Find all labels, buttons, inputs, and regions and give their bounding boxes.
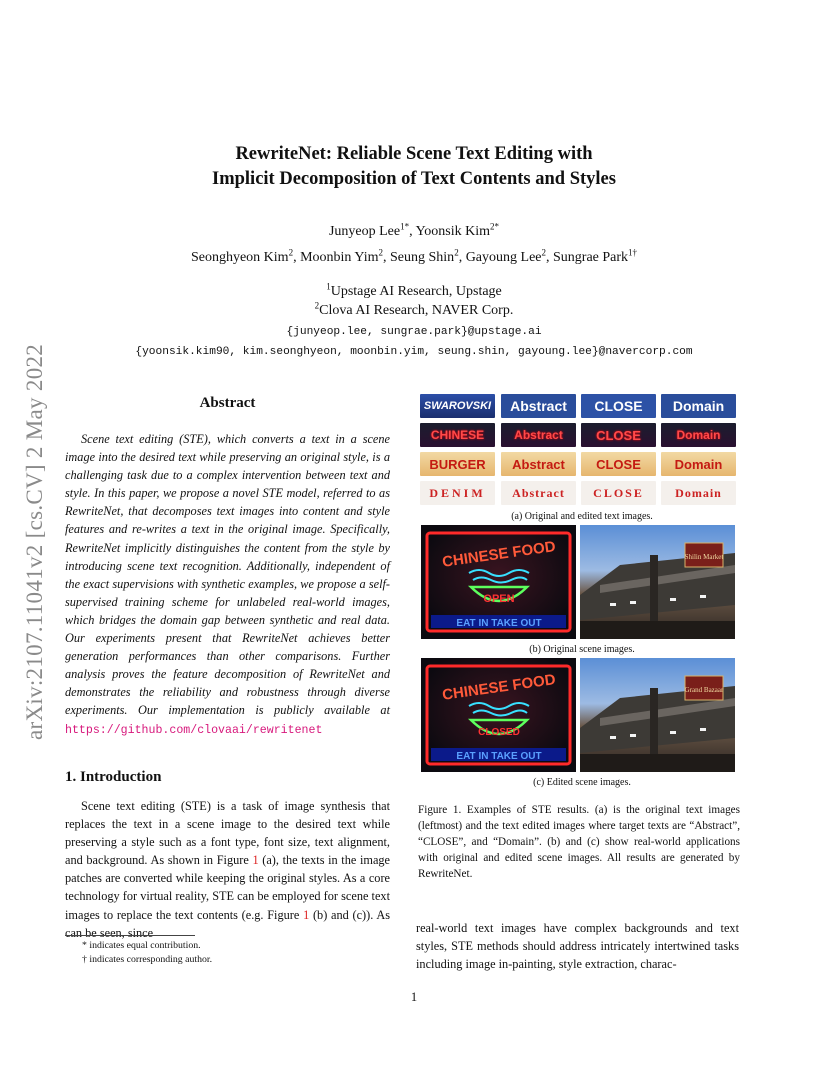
tile-edited: Abstract	[501, 481, 576, 505]
figure-1a-grid	[420, 394, 736, 508]
tile-edited: CLOSE	[581, 481, 656, 505]
affil-sup: 1	[326, 281, 331, 292]
paper-title	[0, 142, 828, 192]
tile-edited: CLOSE	[581, 423, 656, 447]
tile-original: BURGER	[420, 452, 495, 476]
figure-ref-link[interactable]: 1	[303, 907, 310, 922]
market-image	[580, 525, 735, 639]
author-name: Gayoung Lee	[465, 250, 542, 265]
neon-bottom-text: EAT IN TAKE OUT	[456, 618, 542, 629]
email-line-2: {yoonsik.kim90, kim.seonghyeon, moonbin.yim, seung.shin, gayoung.lee}@navercorp.com	[135, 346, 693, 358]
affiliation-2	[0, 301, 828, 321]
neon-title-text: CHINESE FOOD	[441, 538, 557, 571]
abstract-heading: Abstract	[199, 395, 256, 411]
page-number: 1	[410, 990, 418, 1004]
tile-edited: CLOSE	[581, 452, 656, 476]
footnote-1: * indicates equal contribution.	[82, 940, 201, 951]
author-affil-sup: 2*	[490, 221, 500, 232]
intro-text: Scene text editing (STE) is a task of image synthesis that replaces the text in a scene image to the desired text while preserving a style such as a font type, font size, text alignment, and background. As shown in Figure	[65, 799, 390, 868]
affil-text: Clova AI Research, NAVER Corp.	[319, 303, 514, 318]
scene-market-edited	[580, 658, 735, 772]
affiliation-1	[0, 282, 828, 302]
tile-original: SWAROVSKI	[420, 394, 495, 418]
neon-open-text: OPEN	[483, 593, 515, 605]
author-name: Yoonsik Kim	[415, 224, 491, 239]
author-name: Junyeop Lee	[328, 224, 401, 239]
intro-text: (b) and (c)). As can be seen, since	[65, 907, 391, 940]
intro-text: (a), the texts in the image patches are converted while keeping the original styles. As a core technology for virtual reality, STE can be employed for scene text images to replace the text contents (e.g. Figure	[65, 853, 391, 922]
author-affil-sup: 2	[288, 247, 294, 258]
author-name: Seonghyeon Kim	[190, 250, 289, 265]
authors-line-1: Junyeop Lee$^{1*}$, Yoonsik Kim$^{2*}$	[328, 221, 500, 239]
tile-edited: Domain	[661, 452, 736, 476]
neon-bottom-text: EAT IN TAKE OUT	[456, 751, 542, 762]
author-name: Sungrae Park	[553, 250, 629, 265]
neon-closed-text: CLOSED	[478, 727, 520, 738]
title-line-2: Implicit Decomposition of Text Contents and Styles	[212, 169, 616, 189]
authors-line-2: Seonghyeon Kim$^2$, Moonbin Yim$^2$, Seung Shin$^2$, Gayoung Lee$^2$, Sungrae Park$^{1\dagger}$	[190, 247, 638, 265]
figure-ref-link[interactable]: 1	[252, 853, 259, 868]
tile-edited: CLOSE	[581, 394, 656, 418]
market-image	[580, 658, 735, 772]
figure-1-caption: Figure 1. Examples of STE results. (a) is the original text images (leftmost) and the text edited images where target texts are “Abstract”, “CLOSE”, and “Domain”. (b) and (c) show real-world applications with original and edited scene images. All results are generated by RewriteNet.	[418, 804, 740, 880]
tile-edited: Domain	[661, 481, 736, 505]
tile-edited: Abstract	[501, 452, 576, 476]
market-sign-text: Shilin Market	[684, 553, 724, 561]
scene-neon-original	[421, 525, 576, 639]
neon-sign-image	[421, 525, 576, 639]
tile-edited: Abstract	[501, 423, 576, 447]
market-sign-text: Grand Bazaar	[684, 686, 724, 694]
neon-sign-image	[421, 658, 576, 772]
scene-neon-edited	[421, 658, 576, 772]
github-link[interactable]: https://github.com/clovaai/rewritenet	[65, 723, 323, 737]
author-name: Moonbin Yim	[300, 250, 379, 265]
right-column-text: real-world text images have complex backgrounds and text styles, STE methods should address intricately intertwined tasks including image in-painting, style extraction, charac-	[416, 921, 739, 972]
caption-b: (b) Original scene images.	[529, 644, 635, 655]
author-affil-sup: 1*	[400, 221, 410, 232]
intro-paragraph	[65, 797, 390, 942]
neon-title-text: CHINESE FOOD	[441, 671, 557, 704]
footnote-rule	[65, 935, 195, 936]
abstract-body	[65, 430, 390, 740]
affil-text: Upstage AI Research, Upstage	[330, 284, 502, 299]
email-line-1: {junyeop.lee, sungrae.park}@upstage.ai	[286, 326, 542, 338]
caption-c: (c) Edited scene images.	[533, 777, 631, 788]
tile-edited: Abstract	[501, 394, 576, 418]
author-affil-sup: 2	[454, 247, 459, 258]
tile-original: CHINESE	[420, 423, 495, 447]
author-affil-sup: 2	[378, 247, 383, 258]
title-line-1: RewriteNet: Reliable Scene Text Editing with	[235, 144, 593, 164]
caption-a: (a) Original and edited text images.	[511, 511, 653, 522]
arxiv-sidebar-id: arXiv:2107.11041v2 [cs.CV] 2 May 2022	[22, 343, 47, 740]
footnote-2: † indicates corresponding author.	[82, 954, 213, 965]
tile-original: DENIM	[420, 481, 495, 505]
author-name: Seung Shin	[390, 250, 455, 265]
affil-sup: 2	[314, 300, 320, 311]
tile-edited: Domain	[661, 394, 736, 418]
tile-edited: Domain	[661, 423, 736, 447]
scene-market-original	[580, 525, 735, 639]
intro-heading: 1. Introduction	[65, 769, 162, 785]
author-affil-sup: 1†	[628, 247, 638, 258]
abstract-text: Scene text editing (STE), which converts a text in a scene image into the desired text while preserving an original style, is a challenging task due to a complex intervention between text and style. In this paper, we propose a novel STE model, referred to as RewriteNet, that decomposes text images into content and style features and re-writes a text in the original image. Specifically, RewriteNet implicitly distinguishes the content from the style by introducing scene text recognition. Additionally, independent of the exact supervisions with synthetic examples, we propose a self-supervised training scheme for unlabeled real-world images, which bridges the domain gap between synthetic and real data. Our experiments present that RewriteNet achieves better generation performances than other comparisons. Further analysis proves the feature decomposition of RewriteNet and demonstrates the reliability and robustness through diverse experiments. Our implementation is publicly available at	[65, 432, 390, 718]
author-affil-sup: 2	[541, 247, 546, 258]
